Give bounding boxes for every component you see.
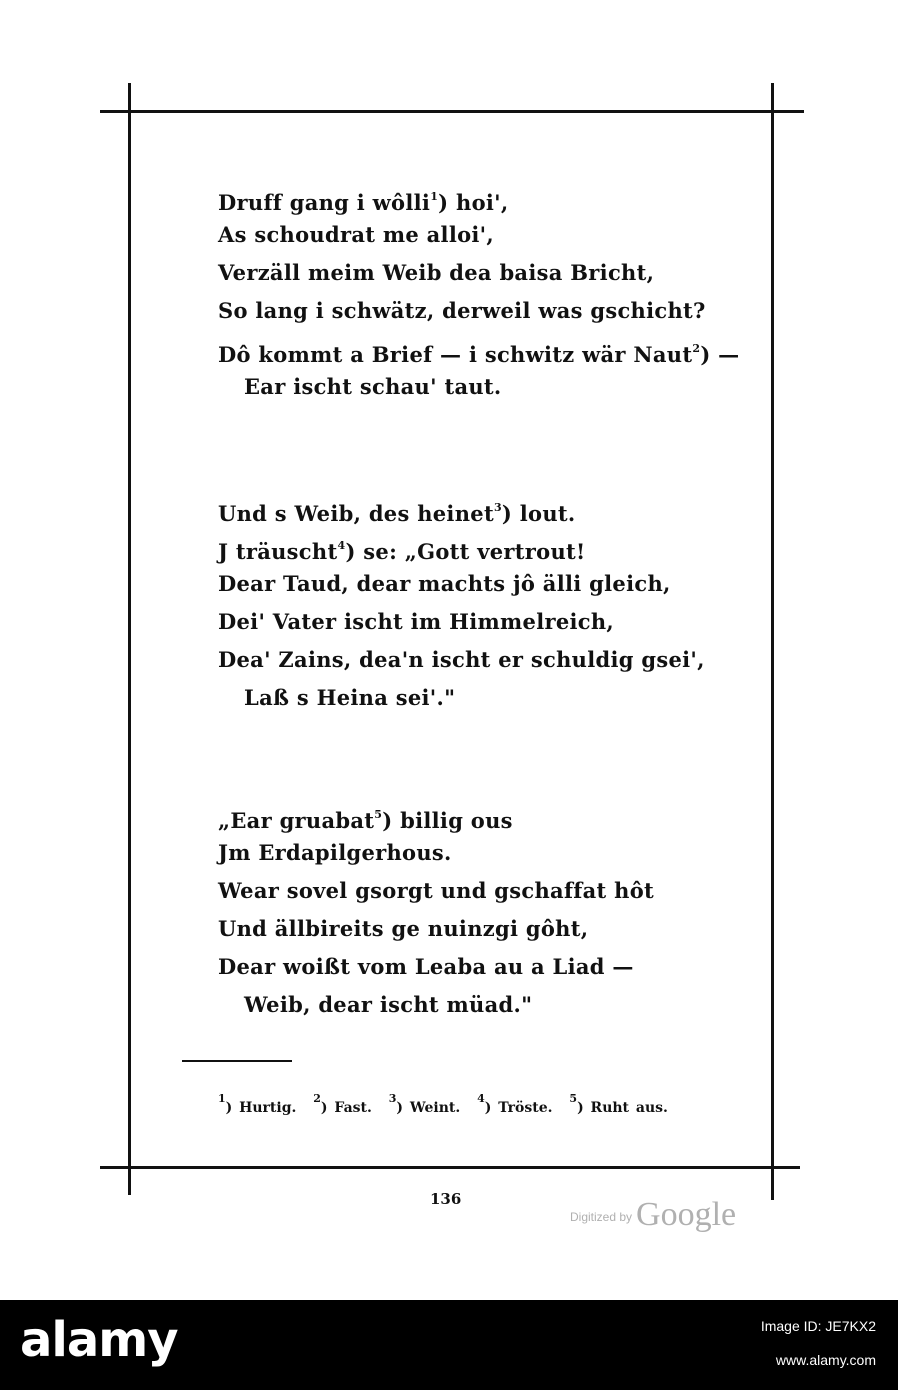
verse-line: Und s Weib, des heinet$^3$) lout. — [218, 501, 576, 526]
footnote-marker: 5 — [374, 808, 383, 821]
verse-line: Dea' Zains, dea'n ischt er schuldig gsei', — [218, 647, 705, 672]
footnote-5: $^5$) Ruht aus. — [569, 1092, 668, 1116]
alamy-logo: alamy — [20, 1312, 178, 1368]
verse-line: Und ällbireits ge nuinzgi gôht, — [218, 916, 589, 941]
verse-refrain: Laß s Heina sei'." — [244, 685, 456, 710]
verse-line: Dear Taud, dear machts jô älli gleich, — [218, 571, 671, 596]
right-frame-rule — [771, 83, 774, 1200]
verse-line: Dei' Vater ischt im Himmelreich, — [218, 609, 615, 634]
page-number: 136 — [430, 1190, 462, 1208]
verse-line: Dear woißt vom Leaba au a Liad — — [218, 954, 634, 979]
verse-refrain: Weib, dear ischt müad." — [244, 992, 533, 1017]
footnote-marker: 3 — [493, 501, 502, 514]
verse-line: J träuscht$^4$) se: „Gott vertrout! — [218, 539, 586, 564]
left-frame-rule — [128, 83, 131, 1195]
verse-refrain: Ear ischt schau' taut. — [244, 374, 502, 399]
verse-line: „Ear gruabat$^5$) billig ous — [218, 808, 513, 833]
top-frame-rule — [100, 110, 804, 113]
verse-line: Druff gang i wôlli$^1$) hoi', — [218, 190, 509, 215]
watermark-banner — [0, 1300, 898, 1390]
image-id: Image ID: JE7KX2 — [760, 1318, 876, 1334]
footnote-separator — [182, 1060, 292, 1062]
verse-line: As schoudrat me alloi', — [218, 222, 495, 247]
stanza-2 — [218, 489, 705, 717]
footnote-3: $^3$) Weint. — [388, 1092, 461, 1116]
footnote-marker: 2 — [692, 342, 701, 355]
bottom-frame-rule — [100, 1166, 800, 1169]
footnote-marker: 1 — [430, 190, 439, 203]
site-url: www.alamy.com — [775, 1352, 876, 1368]
verse-line: Verzäll meim Weib dea baisa Bricht, — [218, 260, 655, 285]
stanza-3 — [218, 796, 654, 1024]
footnote-4: $^4$) Tröste. — [477, 1092, 553, 1116]
verse-line: So lang i schwätz, derweil was gschicht? — [218, 298, 706, 323]
footnote-1: $^1$) Hurtig. — [218, 1092, 297, 1116]
verse-line: Jm Erdapilgerhous. — [218, 840, 452, 865]
stanza-1 — [218, 178, 739, 406]
footnotes — [218, 1092, 678, 1116]
verse-line: Wear sovel gsorgt und gschaffat hôt — [218, 878, 655, 903]
digitized-by-google-watermark: Digitized by Google — [570, 1196, 737, 1233]
footnote-2: $^2$) Fast. — [313, 1092, 372, 1116]
verse-line: Dô kommt a Brief — i schwitz wär Naut$^2$) — — [218, 342, 740, 367]
footnote-marker: 4 — [337, 539, 346, 552]
